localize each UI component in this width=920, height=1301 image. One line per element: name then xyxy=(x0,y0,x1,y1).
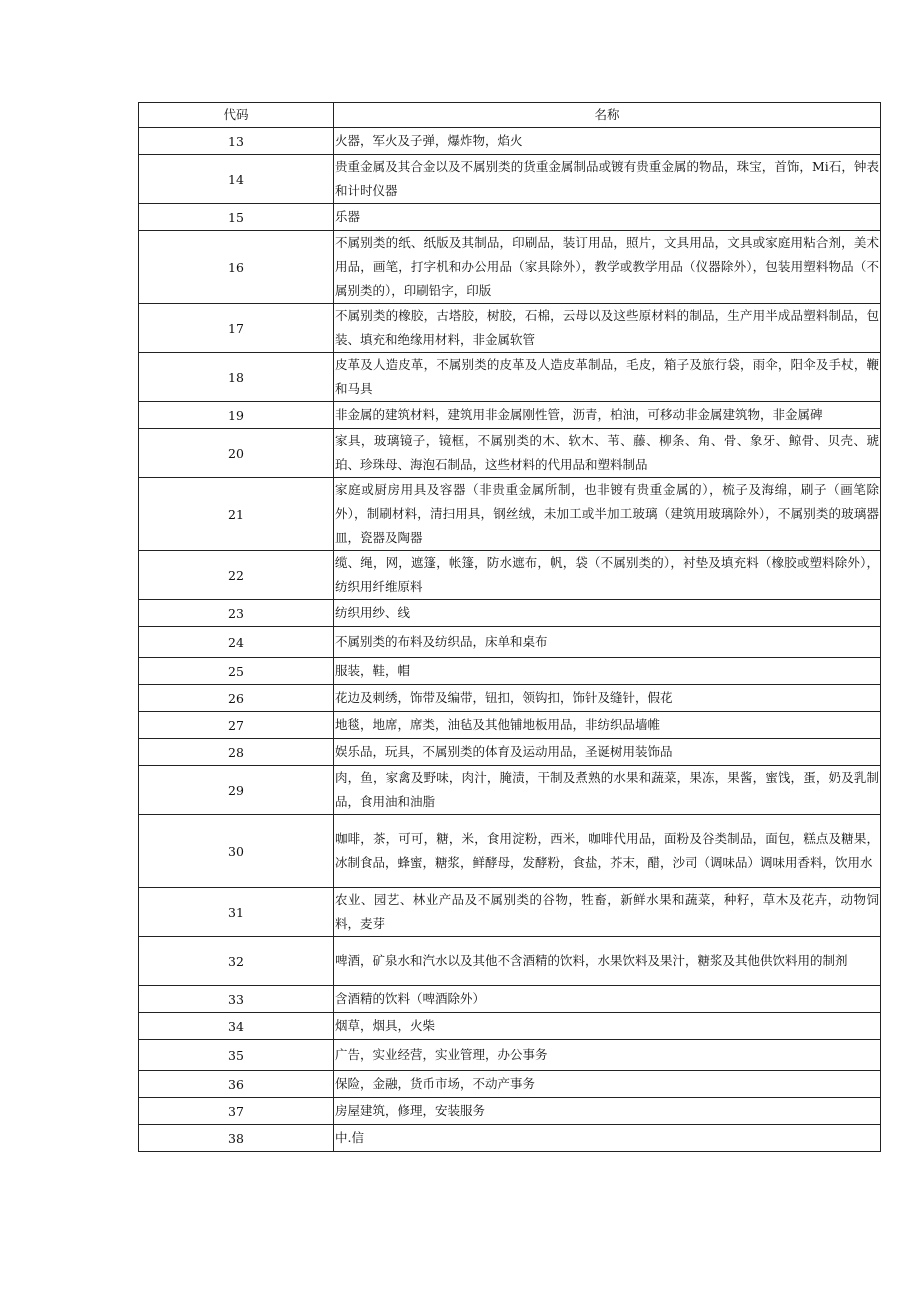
table-row xyxy=(139,402,881,429)
class-code: 23 xyxy=(139,600,334,627)
class-name: 花边及刺绣，饰带及编带，钮扣，领钩扣，饰针及缝针，假花 xyxy=(334,685,881,712)
table-row xyxy=(139,600,881,627)
class-name: 咖啡，茶，可可，糖，米，食用淀粉，西米，咖啡代用品，面粉及谷类制品，面包，糕点及糖果，冰制食品，蜂蜜，糖浆，鲜酵母，发酵粉，食盐，芥末，醋，沙司（调味品）调味用香料，饮用水 xyxy=(334,815,881,888)
class-name: 家庭或厨房用具及容器（非贵重金属所制，也非镀有贵重金属的），梳子及海绵，刷子（画笔除外），制刷材料，清扫用具，钢丝绒，未加工或半加工玻璃（建筑用玻璃除外），不属别类的玻璃器皿，瓷器及陶器 xyxy=(334,478,881,551)
class-name: 服装，鞋，帽 xyxy=(334,658,881,685)
class-name: 含酒精的饮料（啤酒除外） xyxy=(334,986,881,1013)
class-code: 33 xyxy=(139,986,334,1013)
class-code: 18 xyxy=(139,353,334,402)
class-name: 缆、绳，网，遮篷，帐篷，防水遮布，帆，袋（不属别类的），衬垫及填充料（橡胶或塑料除外），纺织用纤维原料 xyxy=(334,551,881,600)
header-row xyxy=(139,103,881,128)
class-name: 不属别类的布料及纺织品，床单和桌布 xyxy=(334,627,881,658)
class-name: 房屋建筑，修理，安装服务 xyxy=(334,1098,881,1125)
class-code: 32 xyxy=(139,937,334,986)
class-code: 21 xyxy=(139,478,334,551)
class-code: 38 xyxy=(139,1125,334,1152)
class-name: 广告，实业经营，实业管理，办公事务 xyxy=(334,1040,881,1071)
class-code: 30 xyxy=(139,815,334,888)
header-code: 代码 xyxy=(139,103,334,128)
table-row xyxy=(139,627,881,658)
class-code: 22 xyxy=(139,551,334,600)
table-row xyxy=(139,1071,881,1098)
table-row xyxy=(139,155,881,204)
table-row xyxy=(139,986,881,1013)
table-row xyxy=(139,888,881,937)
class-code: 24 xyxy=(139,627,334,658)
class-code: 37 xyxy=(139,1098,334,1125)
class-code: 36 xyxy=(139,1071,334,1098)
class-name: 娱乐品，玩具，不属别类的体育及运动用品，圣诞树用装饰品 xyxy=(334,739,881,766)
class-name: 啤酒，矿泉水和汽水以及其他不含酒精的饮料，水果饮料及果汁，糖浆及其他供饮料用的制剂 xyxy=(334,937,881,986)
table-row xyxy=(139,1098,881,1125)
class-code: 28 xyxy=(139,739,334,766)
class-name: 家具，玻璃镜子，镜框，不属别类的木、软木、苇、藤、柳条、角、骨、象牙、鲸骨、贝壳、琥珀、珍珠母、海泡石制品，这些材料的代用品和塑料制品 xyxy=(334,429,881,478)
table-row xyxy=(139,1040,881,1071)
class-name: 贵重金属及其合金以及不属别类的货重金属制品或镀有贵重金属的物品，珠宝，首饰，Mi石，钟表和计时仪器 xyxy=(334,155,881,204)
class-name: 地毯，地席，席类，油毡及其他铺地板用品，非纺织品墙帷 xyxy=(334,712,881,739)
table-body xyxy=(139,128,881,1152)
table-row xyxy=(139,766,881,815)
header-name: 名称 xyxy=(334,103,881,128)
classification-table xyxy=(138,102,881,1152)
table-row xyxy=(139,937,881,986)
class-code: 35 xyxy=(139,1040,334,1071)
class-code: 26 xyxy=(139,685,334,712)
class-code: 31 xyxy=(139,888,334,937)
class-name: 农业、园艺、林业产品及不属别类的谷物，牲畜，新鲜水果和蔬菜，种籽，草木及花卉，动物饲料，麦芽 xyxy=(334,888,881,937)
class-name: 乐器 xyxy=(334,204,881,231)
class-code: 19 xyxy=(139,402,334,429)
class-name: 纺织用纱、线 xyxy=(334,600,881,627)
class-code: 17 xyxy=(139,304,334,353)
class-code: 15 xyxy=(139,204,334,231)
class-name: 非金属的建筑材料，建筑用非金属刚性管，沥青，柏油，可移动非金属建筑物，非金属碑 xyxy=(334,402,881,429)
class-code: 29 xyxy=(139,766,334,815)
class-code: 14 xyxy=(139,155,334,204)
table-row xyxy=(139,478,881,551)
table-row xyxy=(139,128,881,155)
class-code: 20 xyxy=(139,429,334,478)
class-name: 肉，鱼，家禽及野味，肉汁，腌渍，干制及煮熟的水果和蔬菜，果冻，果酱，蜜饯，蛋，奶及乳制品，食用油和油脂 xyxy=(334,766,881,815)
class-code: 34 xyxy=(139,1013,334,1040)
class-name: 中.信 xyxy=(334,1125,881,1152)
table-row xyxy=(139,551,881,600)
class-name: 保险，金融，货币市场，不动产事务 xyxy=(334,1071,881,1098)
class-name: 皮革及人造皮革，不属别类的皮革及人造皮革制品，毛皮，箱子及旅行袋，雨伞，阳伞及手杖，鞭和马具 xyxy=(334,353,881,402)
class-code: 13 xyxy=(139,128,334,155)
table-row xyxy=(139,712,881,739)
class-name: 不属别类的橡胶，古塔胶，树胶，石棉，云母以及这些原材料的制品，生产用半成品塑料制品，包装、填充和绝缘用材料，非金属软管 xyxy=(334,304,881,353)
table-row xyxy=(139,231,881,304)
table-row xyxy=(139,353,881,402)
table-row xyxy=(139,685,881,712)
class-name: 不属别类的纸、纸版及其制品，印刷品，装订用品，照片，文具用品，文具或家庭用粘合剂，美术用品，画笔，打字机和办公用品（家具除外），教学或教学用品（仪器除外），包装用塑料物品（不属别类的），印刷铅字，印版 xyxy=(334,231,881,304)
table-row xyxy=(139,204,881,231)
table-row xyxy=(139,739,881,766)
table-row xyxy=(139,429,881,478)
class-name: 烟草，烟具，火柴 xyxy=(334,1013,881,1040)
class-code: 27 xyxy=(139,712,334,739)
table-row xyxy=(139,1013,881,1040)
table-row xyxy=(139,304,881,353)
class-name: 火器，军火及子弹，爆炸物，焰火 xyxy=(334,128,881,155)
table-row xyxy=(139,815,881,888)
table-row xyxy=(139,658,881,685)
class-code: 16 xyxy=(139,231,334,304)
table-row xyxy=(139,1125,881,1152)
class-code: 25 xyxy=(139,658,334,685)
